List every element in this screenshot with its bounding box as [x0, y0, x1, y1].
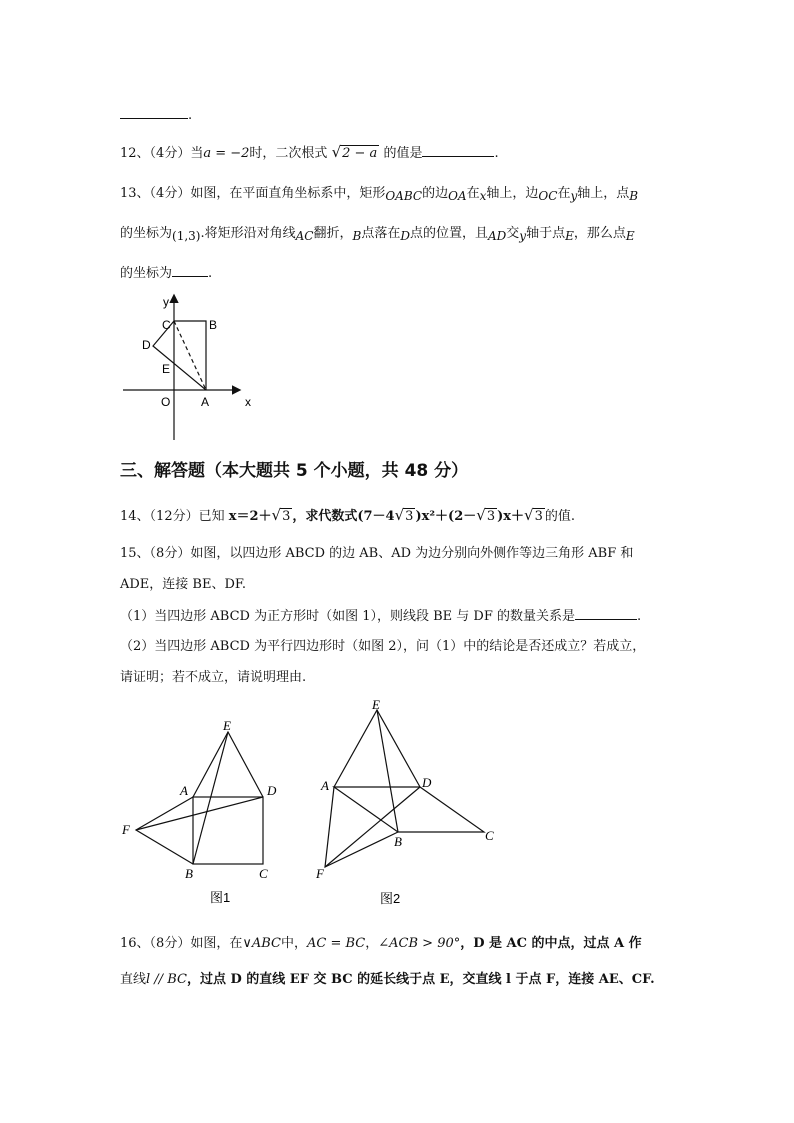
question-15-part1: （1）当四边形 ABCD 为正方形时（如图 1），则线段 BE 与 DF 的数量关系是 . [120, 609, 642, 624]
segment-df [136, 797, 263, 830]
figure-1-square [118, 712, 288, 912]
label-d: D [267, 783, 277, 798]
radical-sign-icon: √ [394, 506, 405, 524]
label-e: E [372, 697, 380, 712]
label-e: E [162, 362, 171, 376]
square-abcd [193, 797, 263, 864]
label-f: F [122, 822, 130, 837]
answer-blank [422, 144, 494, 157]
label-b: B [185, 866, 193, 881]
question-16-line2: 直线l // BC，过点 D 的直线 EF 交 BC 的延长线于点 E，交直线 l 于点 F，连接 AE、CF. [120, 972, 655, 987]
label-a: A [321, 778, 329, 793]
triangle-ade [334, 710, 420, 787]
radical-sign-icon: √ [524, 506, 534, 524]
figure-2-caption: 图2 [380, 891, 401, 906]
label-f: F [316, 866, 324, 881]
label-d: D [422, 775, 432, 790]
triangle-abf [136, 797, 193, 864]
triangle-abf [325, 787, 398, 867]
question-15-part2-cont: 请证明；若不成立，请说明理由. [120, 670, 307, 685]
diagonal-ac [174, 321, 206, 390]
question-12: 12、（4分）当a = −2时，二次根式 √2 − a 的值是 . [120, 143, 499, 161]
question-13-line2: 的坐标为(1,3).将矩形沿对角线AC翻折，B点落在D点的位置，且AD交y轴于点E，那么点E [120, 226, 635, 243]
folded-triangle-cda [153, 321, 206, 390]
answer-blank [575, 607, 637, 620]
label-o: O [161, 395, 171, 409]
question-14: 14、（12分）已知 x＝2＋√3 ，求代数式(7－4√3 )x²＋(2－√3 )x＋√3 的值. [120, 506, 575, 524]
label-c: C [485, 828, 494, 843]
label-d: D [142, 338, 151, 352]
label-a: A [201, 395, 210, 409]
question-15-part2: （2）当四边形 ABCD 为平行四边形时（如图 2），问（1）中的结论是否还成立？若成立， [120, 639, 646, 654]
label-c: C [162, 318, 171, 332]
answer-blank [120, 106, 188, 119]
label-e: E [223, 718, 231, 733]
segment-be [193, 732, 228, 864]
radical-sign-icon: √ [331, 143, 342, 161]
label-x: x [245, 395, 251, 409]
section-3-heading: 三、解答题（本大题共 5 个小题，共 48 分） [120, 461, 469, 481]
radical-sign-icon: √ [271, 506, 282, 524]
question-15-line2: ADE，连接 BE、DF. [120, 577, 247, 592]
triangle-ade [193, 732, 263, 797]
question-15-line1: 15、（8分）如图，以四边形 ABCD 的边 AB、AD 为边分别向外侧作等边三角形 ABF 和 [120, 546, 634, 561]
parallelogram-abcd [334, 787, 484, 832]
figure-1-caption: 图1 [210, 890, 231, 905]
question-13-line1: 13、（4分）如图，在平面直角坐标系中，矩形OABC的边OA在x轴上，边OC在y轴上，点B [120, 186, 639, 203]
segment-df [325, 787, 420, 867]
q11-tail: . [120, 106, 684, 123]
label-c: C [259, 866, 268, 881]
question-16-line1: 16、（8分）如图，在∨ABC中，AC = BC，∠ACB > 90°，D 是 AC 的中点，过点 A 作 [120, 936, 642, 951]
label-y: y [163, 295, 169, 309]
radical-sign-icon: √ [476, 506, 486, 524]
figure-2-parallelogram [310, 695, 510, 910]
question-13-line3: 的坐标为 . [120, 266, 213, 281]
answer-blank [172, 264, 208, 277]
figure-13-coordinate-plane [115, 290, 255, 450]
label-b: B [209, 318, 218, 332]
label-a: A [180, 783, 188, 798]
label-b: B [394, 834, 402, 849]
